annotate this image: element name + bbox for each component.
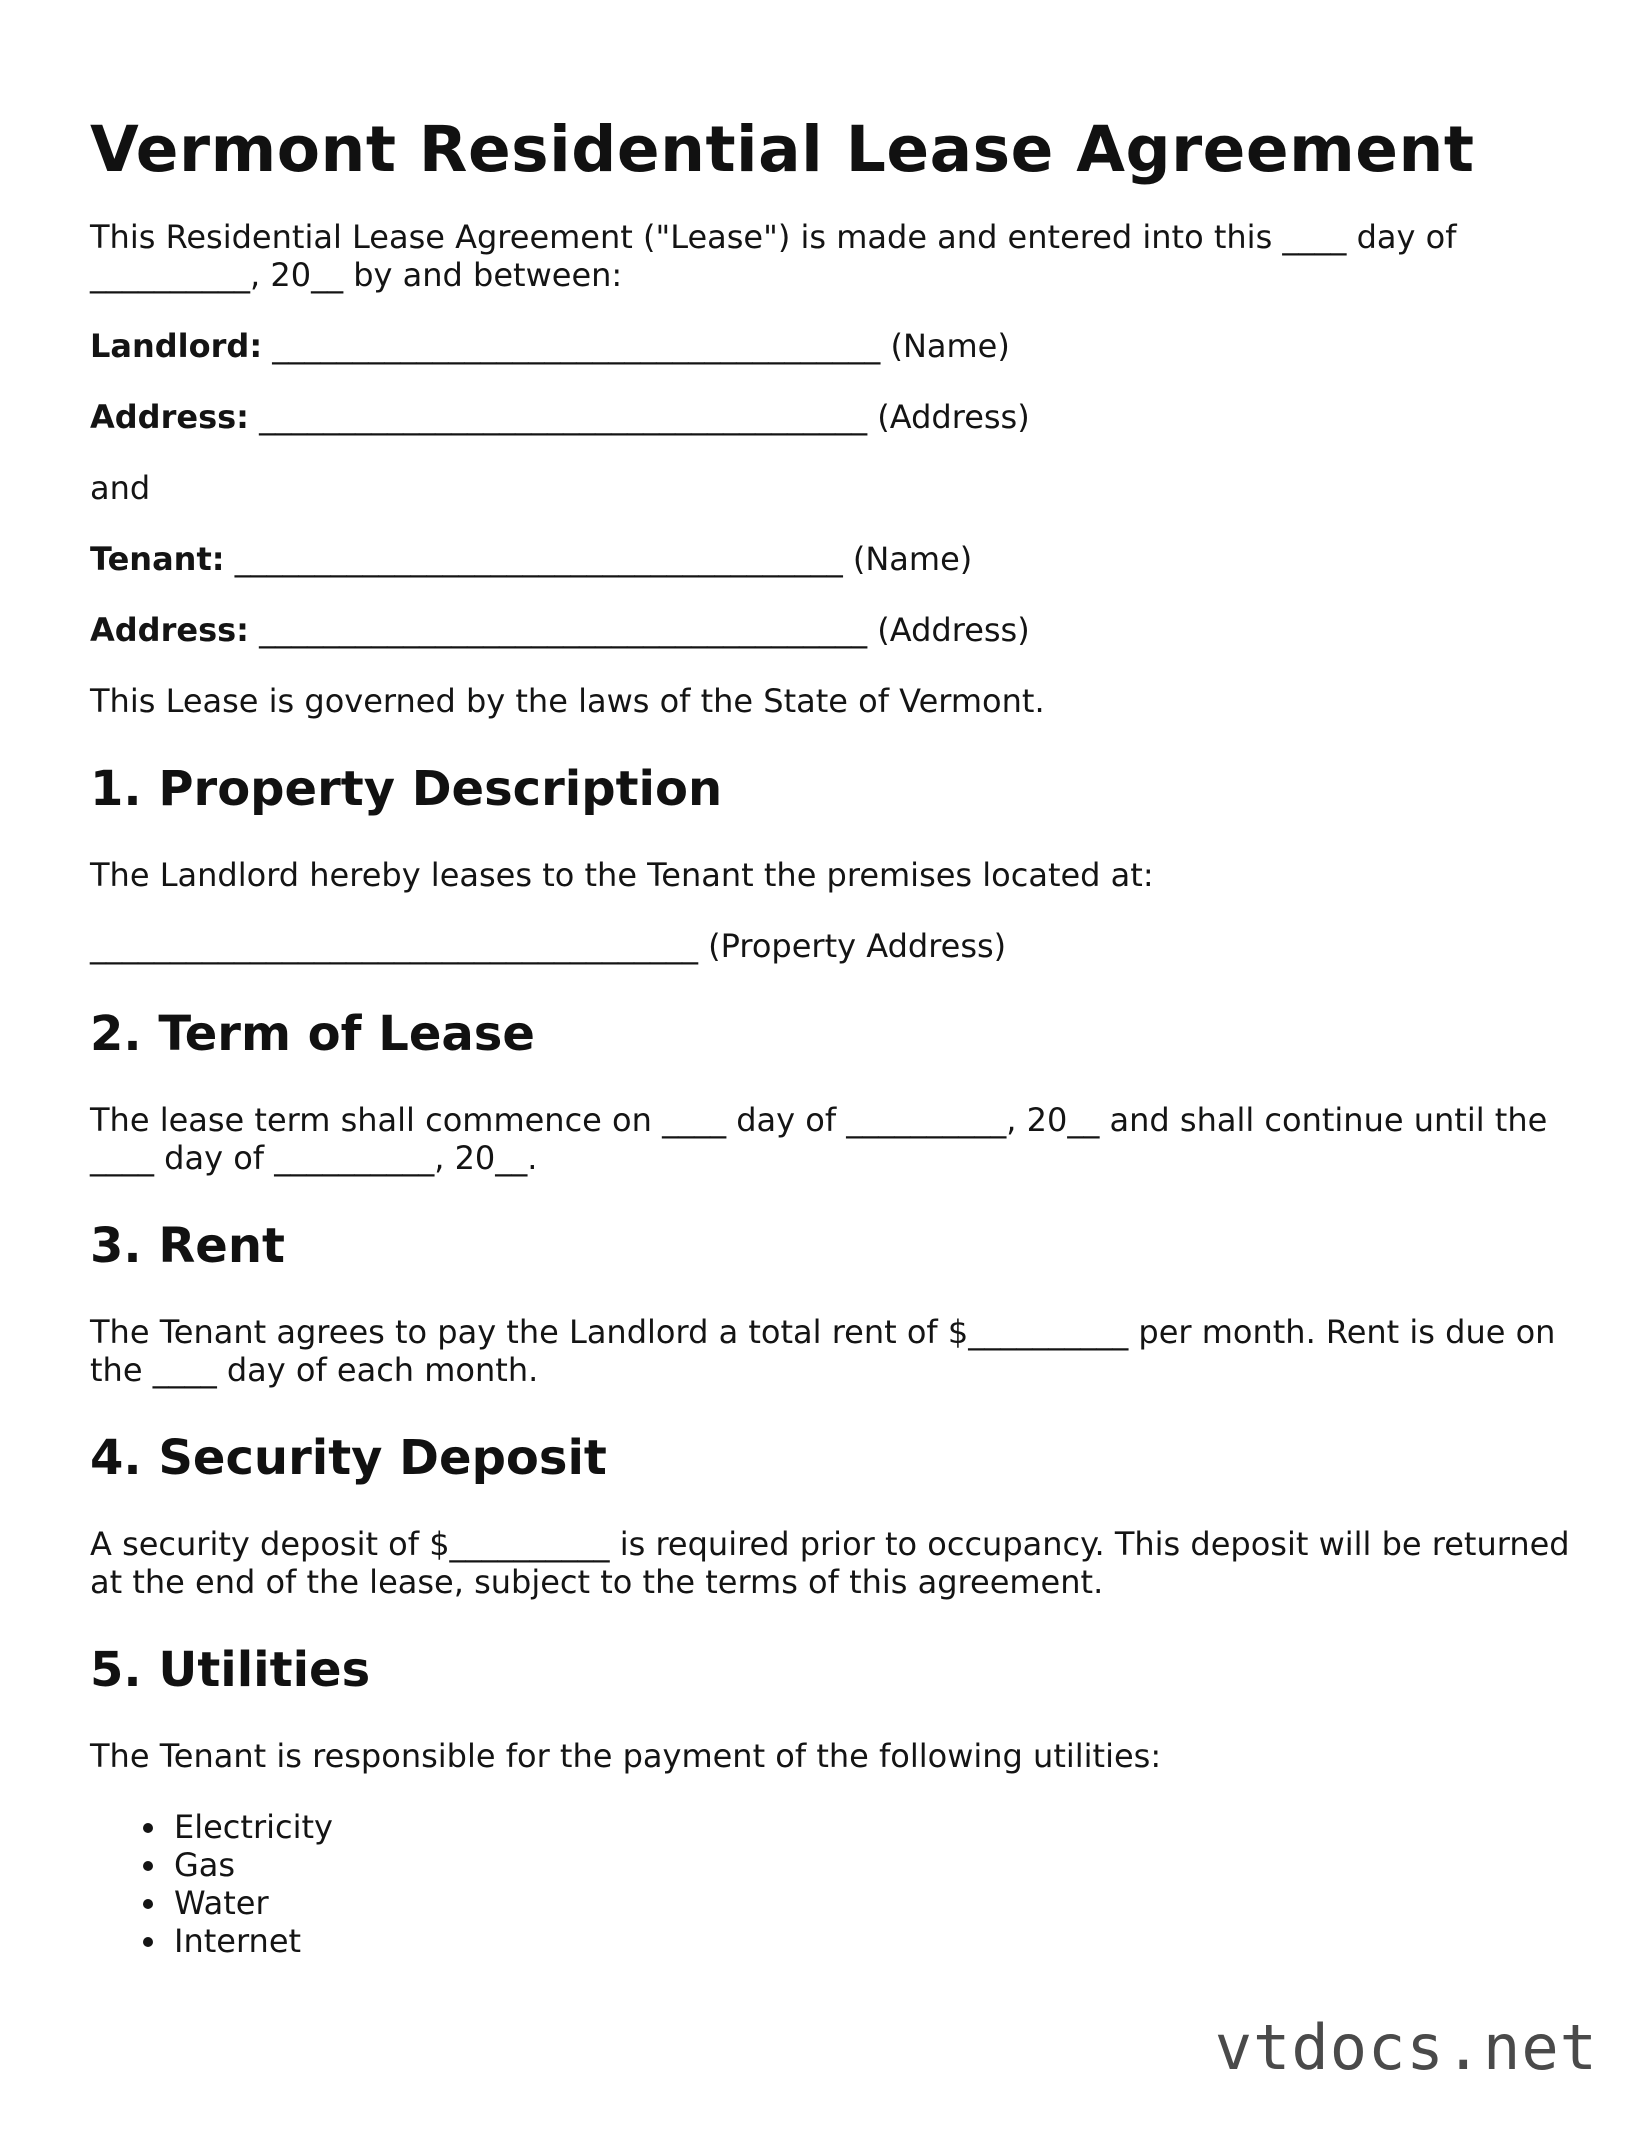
tenant-address-label: Address: [90, 611, 249, 649]
tenant-address-blank: ______________________________________ (Address) [248, 611, 1030, 649]
section-term-heading: 2. Term of Lease [90, 1006, 535, 1062]
tenant-name-field [90, 540, 1570, 578]
tenant-label: Tenant: [90, 540, 225, 578]
section-utilities-body: The Tenant is responsible for the payment of the following utilities: [90, 1737, 1162, 1775]
utility-item-water: • Water [170, 1884, 1570, 1922]
utility-item-gas: • Gas [170, 1846, 1570, 1884]
landlord-name-blank: ______________________________________ (Name) [262, 327, 1010, 365]
section-property-heading: 1. Property Description [90, 761, 723, 817]
watermark-text: vtdocs.net [1214, 2011, 1598, 2084]
utilities-list [90, 1808, 1570, 1960]
section-term-body: The lease term shall commence on ____ day of __________, 20__ and shall continue until the ____ day of __________, 20__. [90, 1101, 1548, 1177]
landlord-name-field [90, 327, 1570, 365]
section-property-body: The Landlord hereby leases to the Tenant the premises located at: [90, 856, 1154, 894]
document-page [90, 110, 1570, 1960]
landlord-label: Landlord: [90, 327, 263, 365]
tenant-name-blank: ______________________________________ (Name) [224, 540, 973, 578]
landlord-address-field [90, 398, 1570, 436]
intro-paragraph: This Residential Lease Agreement ("Lease") is made and entered into this ____ day of __________, 20__ by and between: [90, 218, 1457, 294]
property-address-blank: ______________________________________ (Property Address) [90, 927, 1007, 965]
governing-law-text: This Lease is governed by the laws of the State of Vermont. [90, 682, 1045, 720]
section-utilities-heading: 5. Utilities [90, 1642, 371, 1698]
tenant-address-field [90, 611, 1570, 649]
section-deposit-body: A security deposit of $__________ is required prior to occupancy. This deposit will be returned at the end of the lease, subject to the terms of this agreement. [90, 1525, 1570, 1601]
utility-item-electricity: • Electricity [170, 1808, 1570, 1846]
landlord-address-blank: ______________________________________ (Address) [248, 398, 1030, 436]
utility-item-internet: • Internet [170, 1922, 1570, 1960]
section-rent-body: The Tenant agrees to pay the Landlord a total rent of $__________ per month. Rent is due on the ____ day of each month. [90, 1313, 1556, 1389]
section-deposit-heading: 4. Security Deposit [90, 1430, 607, 1486]
section-rent-heading: 3. Rent [90, 1218, 285, 1274]
and-text: and [90, 469, 151, 507]
document-title: Vermont Residential Lease Agreement [90, 113, 1475, 186]
landlord-address-label: Address: [90, 398, 249, 436]
